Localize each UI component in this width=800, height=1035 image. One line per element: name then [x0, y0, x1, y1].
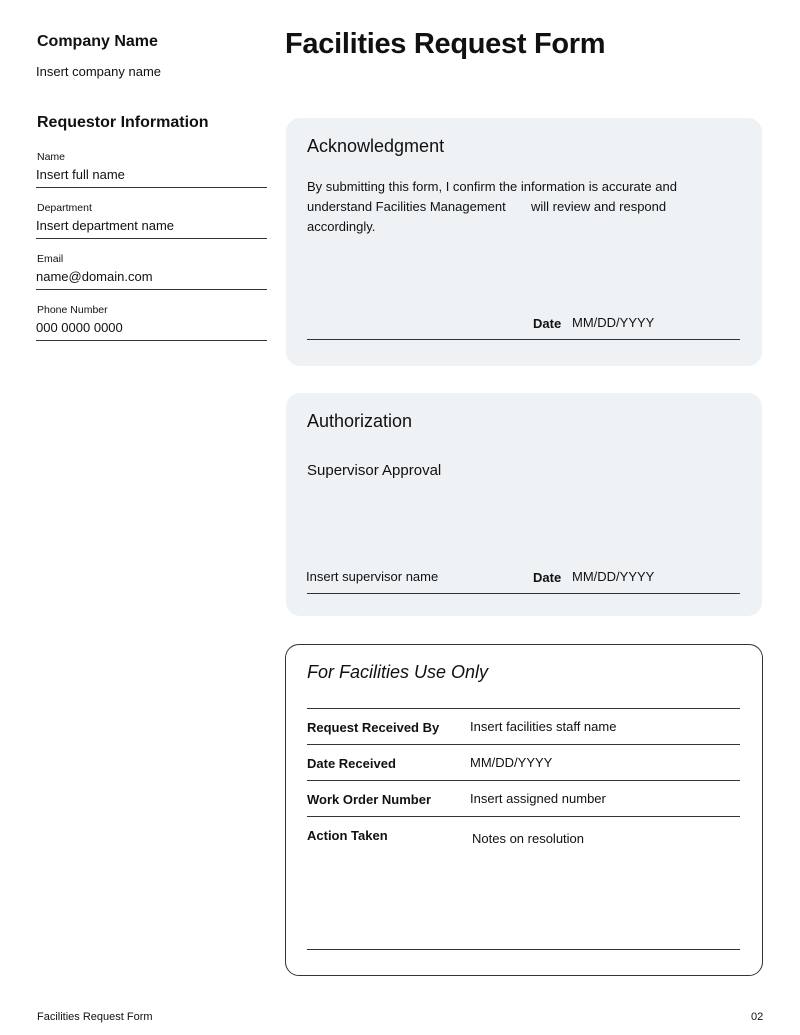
- requestor-info-heading: Requestor Information: [37, 114, 209, 131]
- email-field[interactable]: name@domain.com: [36, 269, 153, 284]
- facilities-use-panel: [285, 644, 763, 976]
- request-received-by-field[interactable]: Insert facilities staff name: [470, 719, 617, 734]
- acknowledgment-date-field[interactable]: MM/DD/YYYY: [572, 315, 655, 330]
- authorization-signature-line: [307, 593, 740, 594]
- authorization-date-label: Date: [533, 570, 562, 585]
- phone-label: Phone Number: [37, 304, 108, 316]
- name-field-group: [36, 151, 267, 188]
- footer-title: Facilities Request Form: [37, 1011, 153, 1023]
- acknowledgment-date-label: Date: [533, 316, 562, 331]
- authorization-title: Authorization: [307, 411, 413, 431]
- facilities-divider: [307, 780, 740, 781]
- facilities-divider: [307, 949, 740, 950]
- authorization-date-field[interactable]: MM/DD/YYYY: [572, 569, 655, 584]
- request-received-by-label: Request Received By: [307, 720, 440, 735]
- department-field-group: [36, 202, 267, 239]
- action-taken-field[interactable]: Notes on resolution: [472, 831, 585, 846]
- page-number: 02: [751, 1011, 764, 1023]
- acknowledgment-signature-line: [307, 339, 740, 340]
- phone-field[interactable]: 000 0000 0000: [36, 320, 123, 335]
- work-order-number-label: Work Order Number: [307, 792, 432, 807]
- supervisor-approval-label: Supervisor Approval: [307, 462, 442, 479]
- email-label: Email: [37, 253, 64, 265]
- date-received-label: Date Received: [307, 756, 396, 771]
- acknowledgment-panel: [286, 118, 762, 366]
- name-field[interactable]: Insert full name: [36, 167, 125, 182]
- company-name-field[interactable]: Insert company name: [36, 64, 162, 79]
- facilities-divider: [307, 744, 740, 745]
- company-name-heading: Company Name: [37, 33, 158, 50]
- department-label: Department: [37, 202, 92, 214]
- date-received-field[interactable]: MM/DD/YYYY: [470, 755, 553, 770]
- action-taken-label: Action Taken: [307, 828, 388, 843]
- work-order-number-field[interactable]: Insert assigned number: [470, 791, 606, 806]
- facilities-divider: [307, 816, 740, 817]
- phone-field-group: [36, 304, 267, 341]
- department-field[interactable]: Insert department name: [36, 218, 175, 233]
- authorization-panel: [286, 393, 762, 616]
- form-title: Facilities Request Form: [285, 28, 606, 60]
- acknowledgment-title: Acknowledgment: [307, 136, 445, 156]
- acknowledgment-text: By submitting this form, I confirm the information is accurate and understand Facilities Management will review and respond accordingly.: [307, 179, 681, 234]
- email-field-group: [36, 253, 267, 290]
- name-label: Name: [37, 151, 66, 163]
- facilities-use-title: For Facilities Use Only: [307, 662, 489, 682]
- supervisor-name-field[interactable]: Insert supervisor name: [306, 569, 439, 584]
- facilities-divider: [307, 708, 740, 709]
